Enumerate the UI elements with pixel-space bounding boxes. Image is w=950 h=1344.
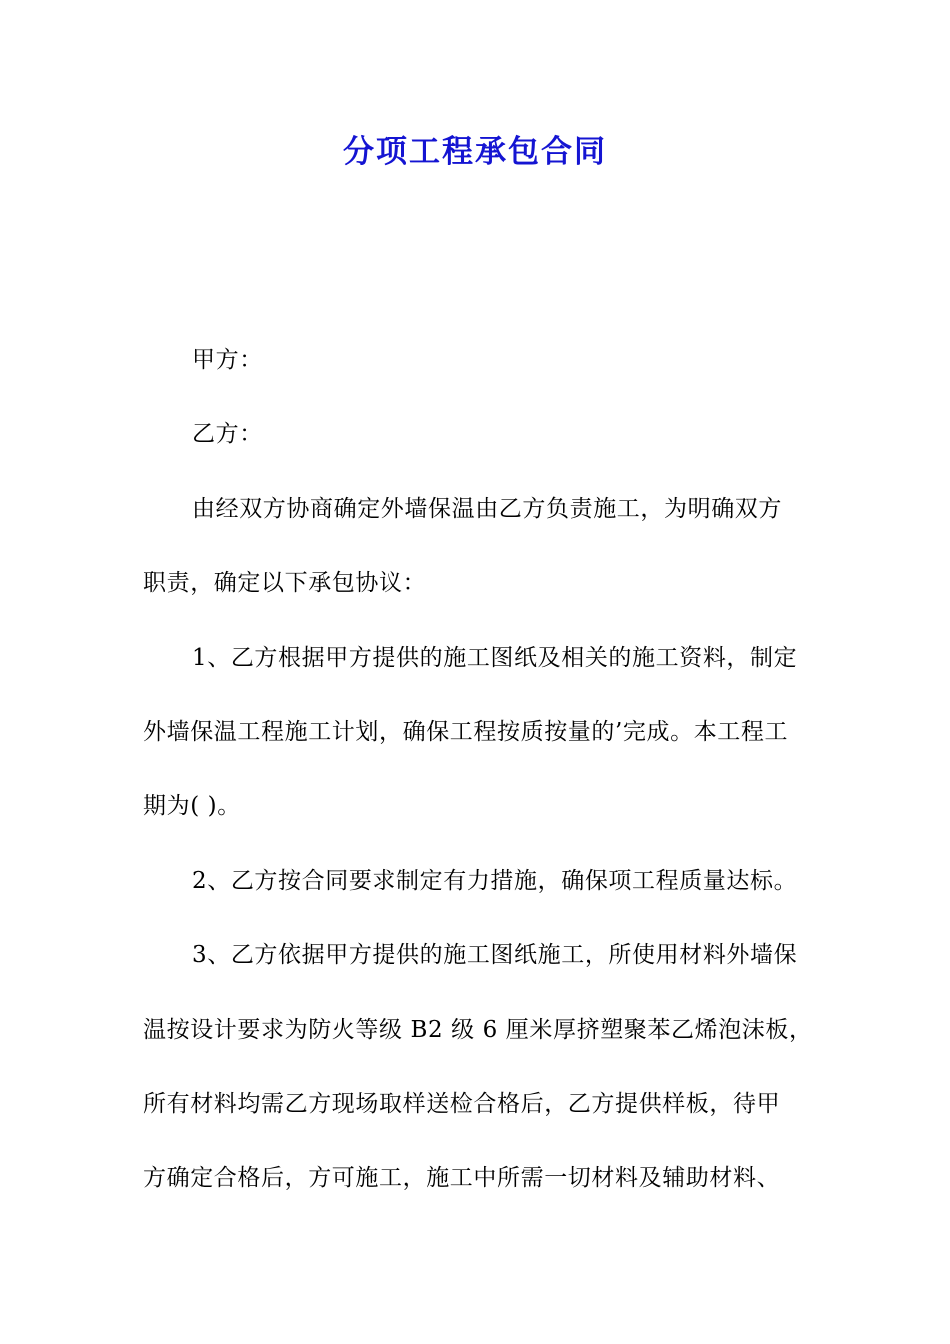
- clause-1-line-3: 期为( )。: [143, 793, 241, 819]
- party-a-label: 甲方：: [192, 347, 263, 373]
- intro-paragraph-line-1: 由经双方协商确定外墙保温由乙方负责施工，为明确双方: [192, 496, 782, 522]
- clause-3-line-3: 所有材料均需乙方现场取样送检合格后，乙方提供样板，待甲: [143, 1091, 781, 1117]
- party-b-label: 乙方：: [192, 421, 263, 447]
- clause-3-line-1: 3、乙方依据甲方提供的施工图纸施工，所使用材料外墙保: [192, 942, 798, 968]
- document-title: 分项工程承包合同: [343, 134, 607, 170]
- intro-paragraph-line-2: 职责，确定以下承包协议：: [143, 570, 427, 596]
- clause-2-line-1: 2、乙方按合同要求制定有力措施，确保项工程质量达标。: [192, 868, 798, 894]
- clause-3-line-2: 温按设计要求为防火等级 B2 级 6 厘米厚挤塑聚苯乙烯泡沫板，: [143, 1017, 813, 1043]
- clause-1-line-2: 外墙保温工程施工计划，确保工程按质按量的’完成。本工程工: [143, 719, 789, 745]
- clause-1-line-1: 1、乙方根据甲方提供的施工图纸及相关的施工资料，制定: [192, 645, 798, 671]
- clause-3-line-4: 方确定合格后，方可施工，施工中所需一切材料及辅助材料、: [143, 1165, 781, 1191]
